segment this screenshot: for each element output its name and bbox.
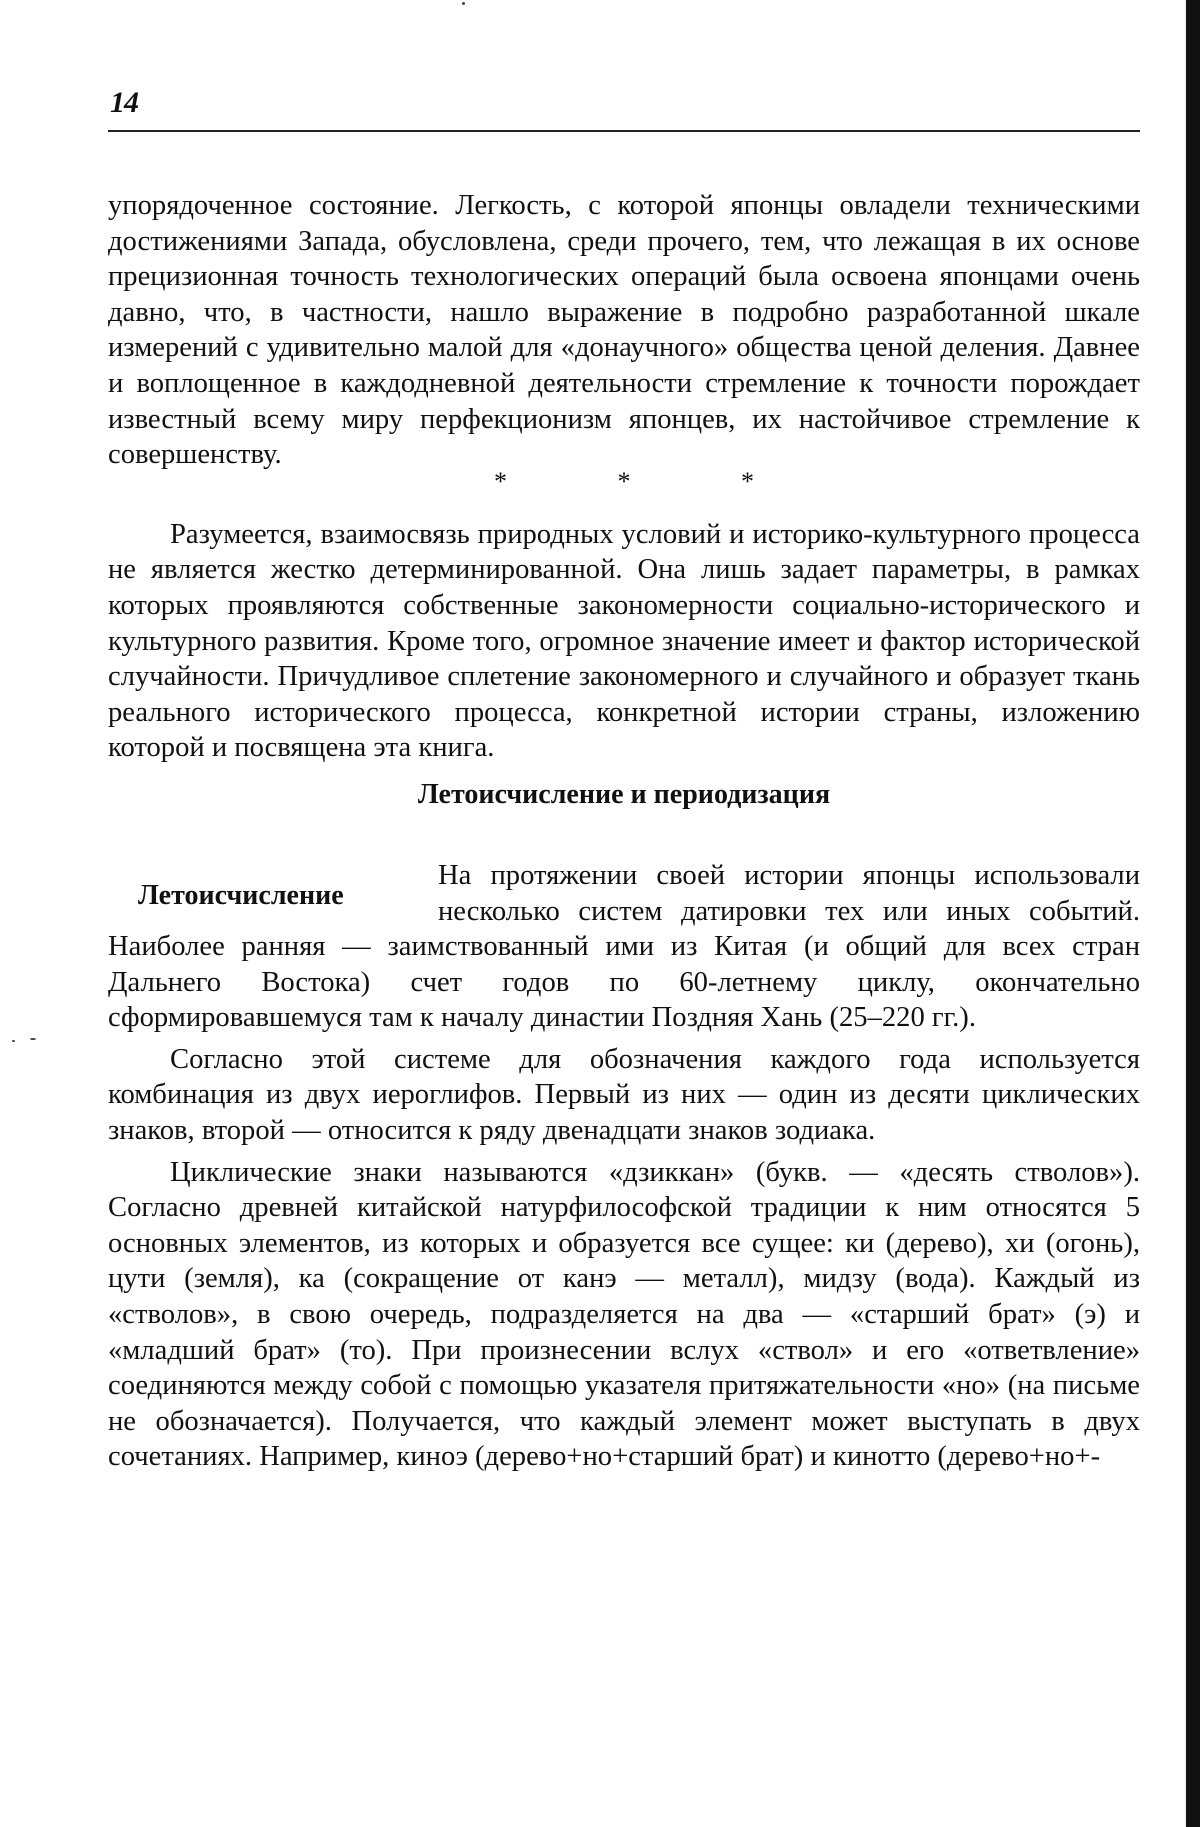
section-heading: Летоисчисление и периодизация: [417, 778, 831, 810]
paragraph-1: упорядоченное состояние. Легкость, с которой японцы овладели техническими достижениями Запада, обусловлена, среди прочего, тем, что лежащая в их основе прецизионная точность технологических операций была освоена японцами очень давно, что, в частности, нашло выражение в подробно разработанной шкале измерений с удивительно малой для «донаучного» общества ценой деления. Давнее и воплощенное в каждодневной деятельности стремление к точности порождает известный всему миру перфекционизм японцев, их настойчивое стремление к совершенству.: [108, 190, 1140, 471]
page-number: 14: [110, 86, 138, 119]
section-separator: * * *: [494, 466, 806, 496]
paragraph-4: Согласно этой системе для обозначения каждого года используется комбинация из двух иероглифов. Первый из них — один из десяти циклических знаков, второй — относится к ряду двенадцати знаков зодиака.: [108, 1043, 1140, 1147]
side-heading: Летоисчисление: [138, 879, 344, 911]
scan-speck: [462, 2, 465, 5]
paragraph-3: На протяжении своей истории японцы использовали несколько систем датировки тех или иных событий. Наиболее ранняя — заимствованный ими из Китая (и общий для всех стран Дальнего Востока) счет годов по 60-летнему циклу, окончательно сформировавшемуся там к началу династии Поздняя Хань (25–220 гг.).: [108, 859, 1140, 1034]
scan-speck: [12, 1040, 15, 1042]
scan-edge: [1186, 0, 1200, 1827]
subsection-chronology: [108, 858, 1140, 1036]
scan-speck: [30, 1038, 36, 1040]
paragraph-5: Циклические знаки называются «дзиккан» (букв. — «десять стволов»). Согласно древней китайской натурфилософской традиции к ним относятся 5 основных элементов, из которых и образуется все сущее: ки (дерево), хи (огонь), цути (земля), ка (сокращение от канэ — металл), мидзу (вода). Каждый из «стволов», в свою очередь, подразделяется на два — «старший брат» (э) и «младший брат» (то). При произнесении вслух «ствол» и его «ответвление» соединяются между собой с помощью указателя притяжательности «но» (на письме не обозначается). Получается, что каждый элемент может выступать в двух сочетаниях. Например, киноэ (дерево+но+старший брат) и кинотто (дерево+но+-: [108, 1156, 1140, 1473]
header-rule: [108, 130, 1140, 132]
main-text: [108, 188, 1140, 1475]
paragraph-2: Разумеется, взаимосвязь природных условий и историко-культурного процесса не является жестко детерминированной. Она лишь задает параметры, в рамках которых проявляются собственные закономерности социально-исторического и культурного развития. Кроме того, огромное значение имеет и фактор исторической случайности. Причудливое сплетение закономерного и случайного и образует ткань реального исторического процесса, конкретной истории страны, изложению которой и посвящена эта книга.: [108, 518, 1140, 764]
